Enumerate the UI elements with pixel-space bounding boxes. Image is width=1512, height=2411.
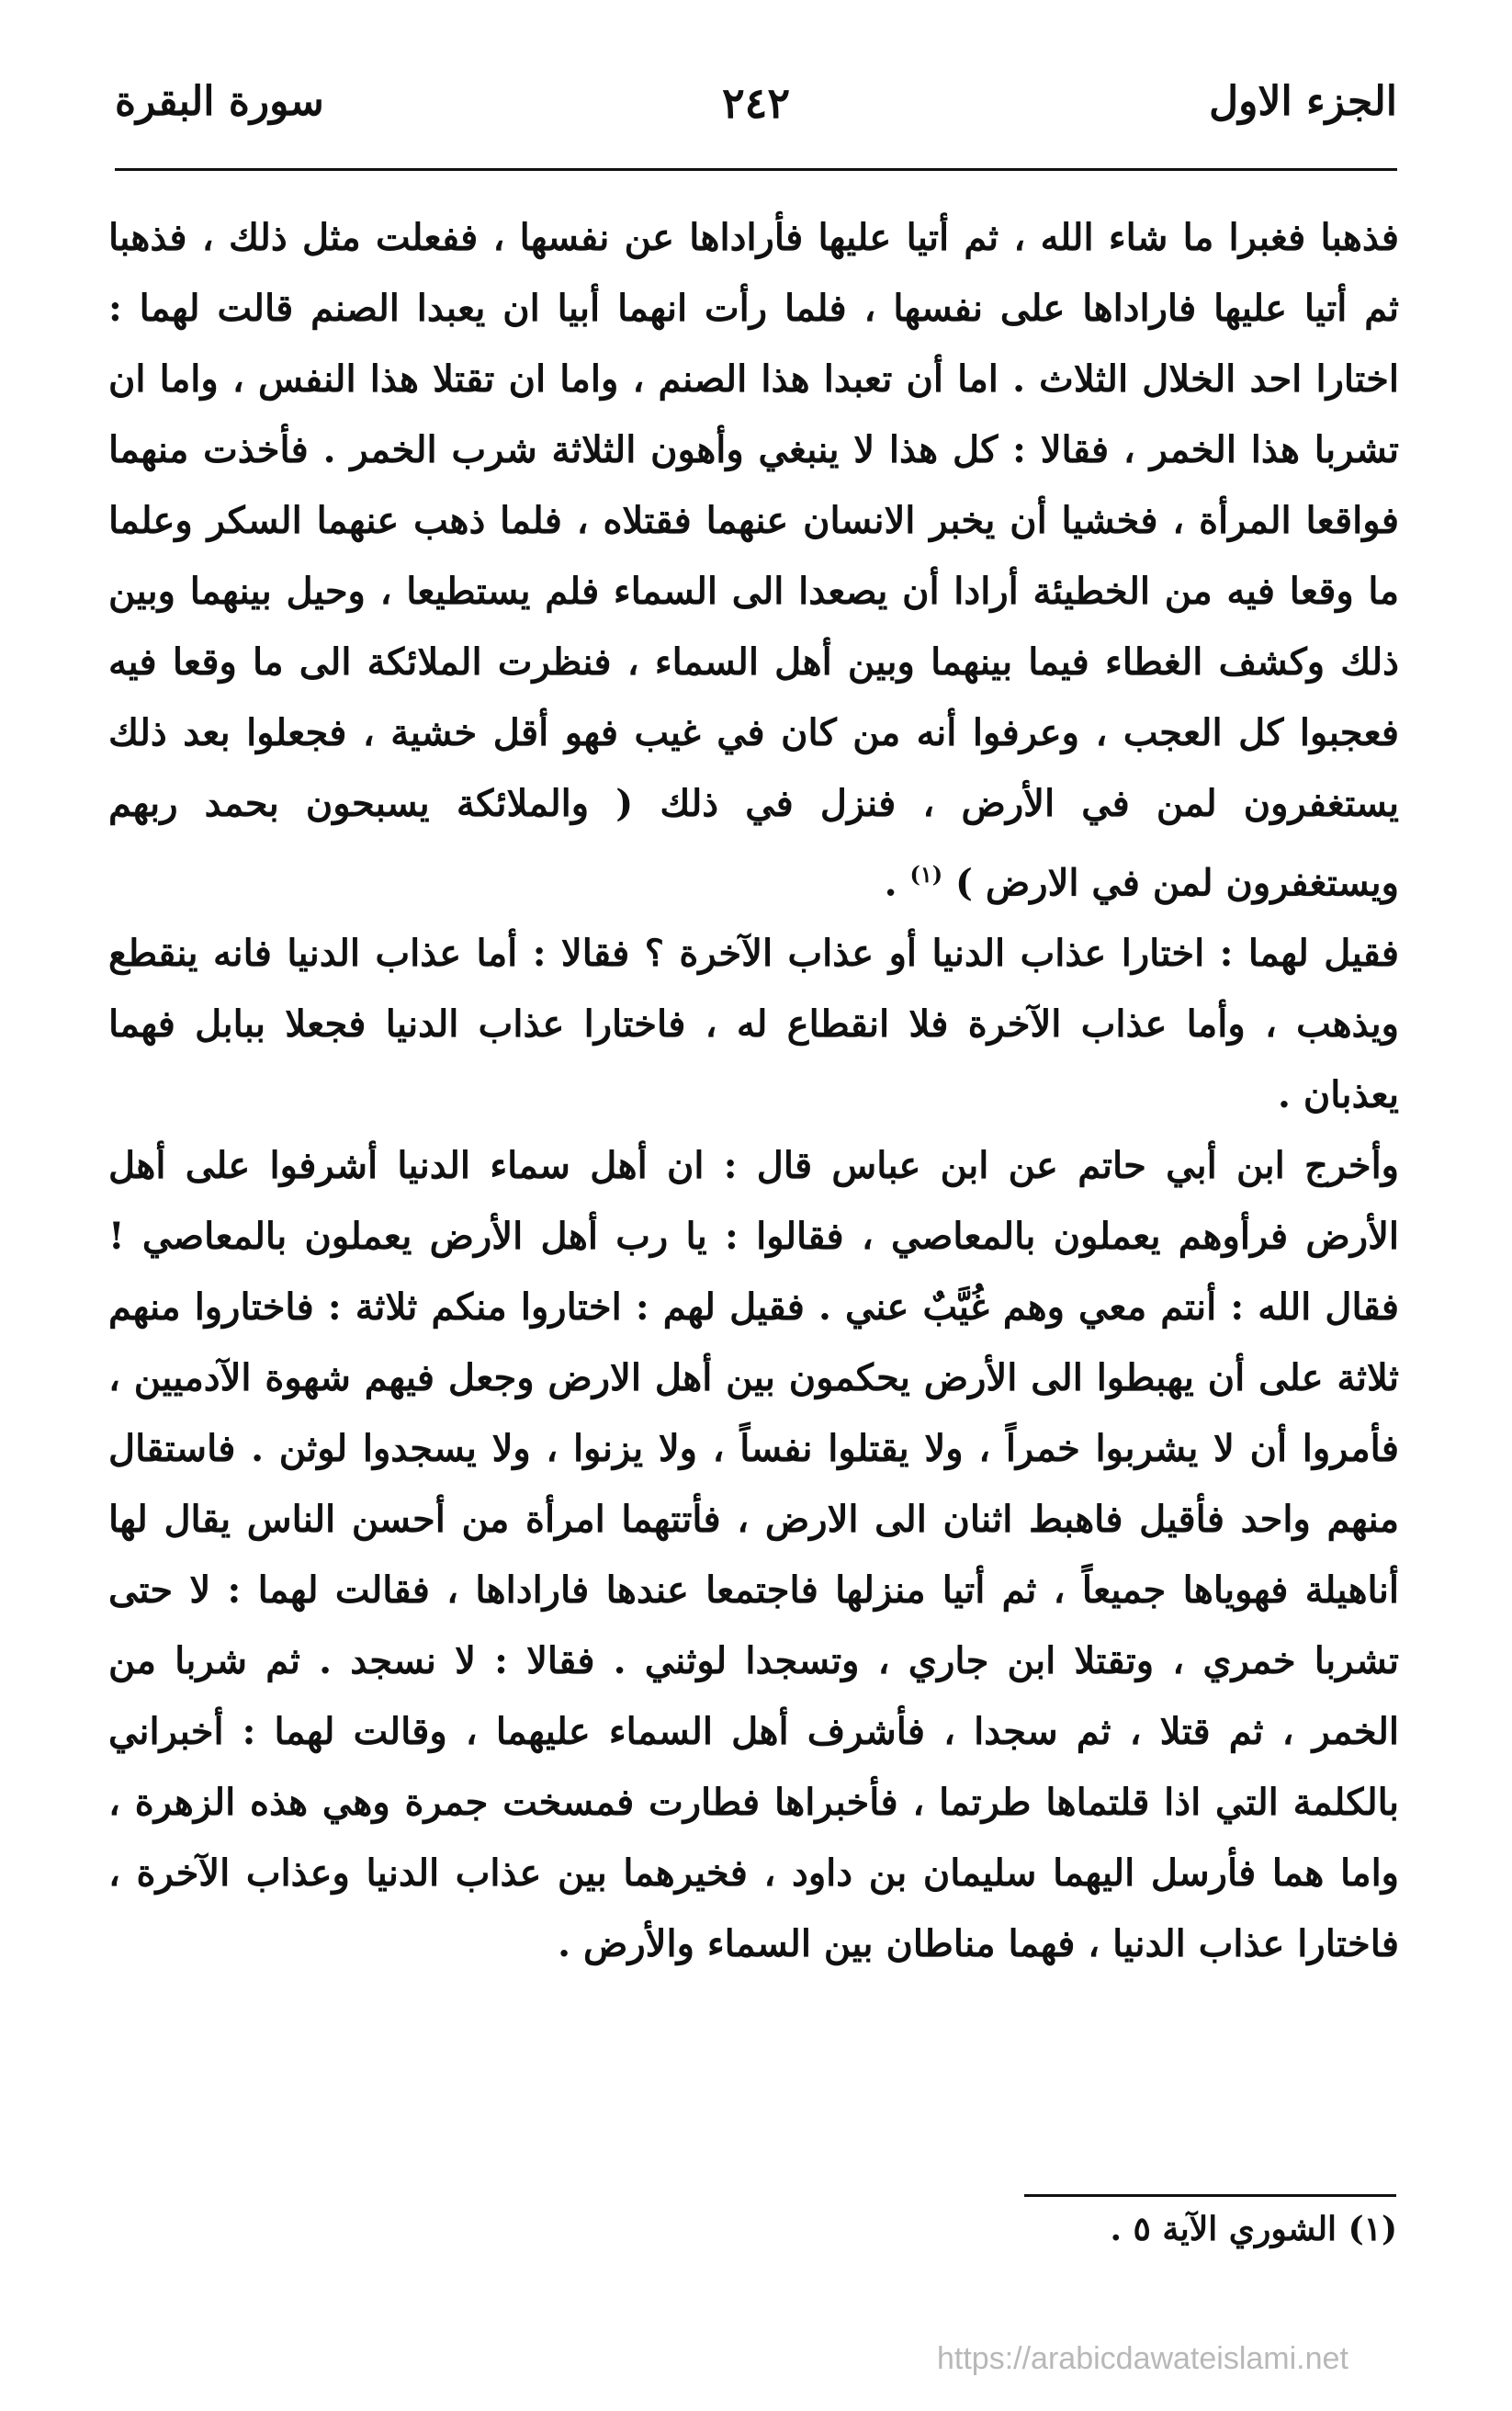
footnote-rule [1024,2194,1396,2197]
paragraph: وأخرج ابن أبي حاتم عن ابن عباس قال : ان أهل سماء الدنيا أشرفوا على أهل الأرض فرأوهم يعملون بالمعاصي ، فقالوا : يا رب أهل الأرض يعملون بالمعاصي ! فقال الله : أنتم معي وهم غُيَّبٌ عني . فقيل لهم : اختاروا منكم ثلاثة : فاختاروا منهم ثلاثة على أن يهبطوا الى الأرض يحكمون بين أهل الارض وجعل فيهم شهوة الآدميين ، فأمروا أن لا يشربوا خمراً ، ولا يقتلوا نفساً ، ولا يزنوا ، ولا يسجدوا لوثن . فاستقال منهم واحد فأقيل فاهبط اثنان الى الارض ، فأتتهما امرأة من أحسن الناس يقال لها أناهيلة فهوياها جميعاً ، ثم أتيا منزلها فاجتمعا عندها فاراداها ، فقالت لهما : لا حتى تشربا خمري ، وتقتلا ابن جاري ، وتسجدا لوثني . فقالا : لا نسجد . ثم شربا من الخمر ، ثم قتلا ، ثم سجدا ، فأشرف أهل السماء عليهما ، وقالت لهما : أخبراني بالكلمة التي اذا قلتماها طرتما ، فأخبراها فطارت فمسخت جمرة وهي هذه الزهرة ، واما هما فأرسل اليهما سليمان بن داود ، فخيرهما بين عذاب الدنيا وعذاب الآخرة ، فاختارا عذاب الدنيا ، فهما مناطان بين السماء والأرض . [108,1144,1399,1966]
footnote-marker: (١) [909,861,943,888]
page-header [115,78,1397,152]
paragraph: فقيل لهما : اختارا عذاب الدنيا أو عذاب الآخرة ؟ فقالا : أما عذاب الدنيا فانه ينقطع ويذهب ، وأما عذاب الآخرة فلا انقطاع له ، فاختارا عذاب الدنيا فجعلا ببابل فهما يعذبان . [108,932,1399,1117]
page-number: ٢٤٢ [721,78,791,128]
paragraph: فذهبا فغبرا ما شاء الله ، ثم أتيا عليها فأراداها عن نفسها ، ففعلت مثل ذلك ، فذهبا ثم أتيا عليها فاراداها على نفسها ، فلما رأت انهما أبيا ان يعبدا الصنم قالت لهما : اختارا احد الخلال الثلاث . اما أن تعبدا هذا الصنم ، واما ان تقتلا هذا النفس ، واما ان تشربا هذا الخمر ، فقالا : كل هذا لا ينبغي وأهون الثلاثة شرب الخمر . فأخذت منهما فواقعا المرأة ، فخشيا أن يخبر الانسان عنهما فقتلاه ، فلما ذهب عنهما السكر وعلما ما وقعا فيه من الخطيئة أرادا أن يصعدا الى السماء فلم يستطيعا ، وحيل بينهما وبين ذلك وكشف الغطاء فيما بينهما وبين أهل السماء ، فنظرت الملائكة الى ما وقعا فيه فعجبوا كل العجب ، وعرفوا أنه من كان في غيب فهو أقل خشية ، فجعلوا بعد ذلك يستغفرون لمن في الأرض ، فنزل في ذلك ( والملائكة يسبحون بحمد ربهم ويستغفرون لمن في الارض ) $^{(١)}$ . [108,216,1399,905]
watermark-url: https://arabicdawateislami.net [937,2341,1348,2376]
surah-label: سورة البقرة [115,78,324,125]
part-label: الجزء الاول [1209,78,1397,125]
footnote: (١) الشوري الآية ٥ . [1110,2210,1397,2248]
main-text [108,202,1399,1979]
header-rule [115,168,1397,171]
